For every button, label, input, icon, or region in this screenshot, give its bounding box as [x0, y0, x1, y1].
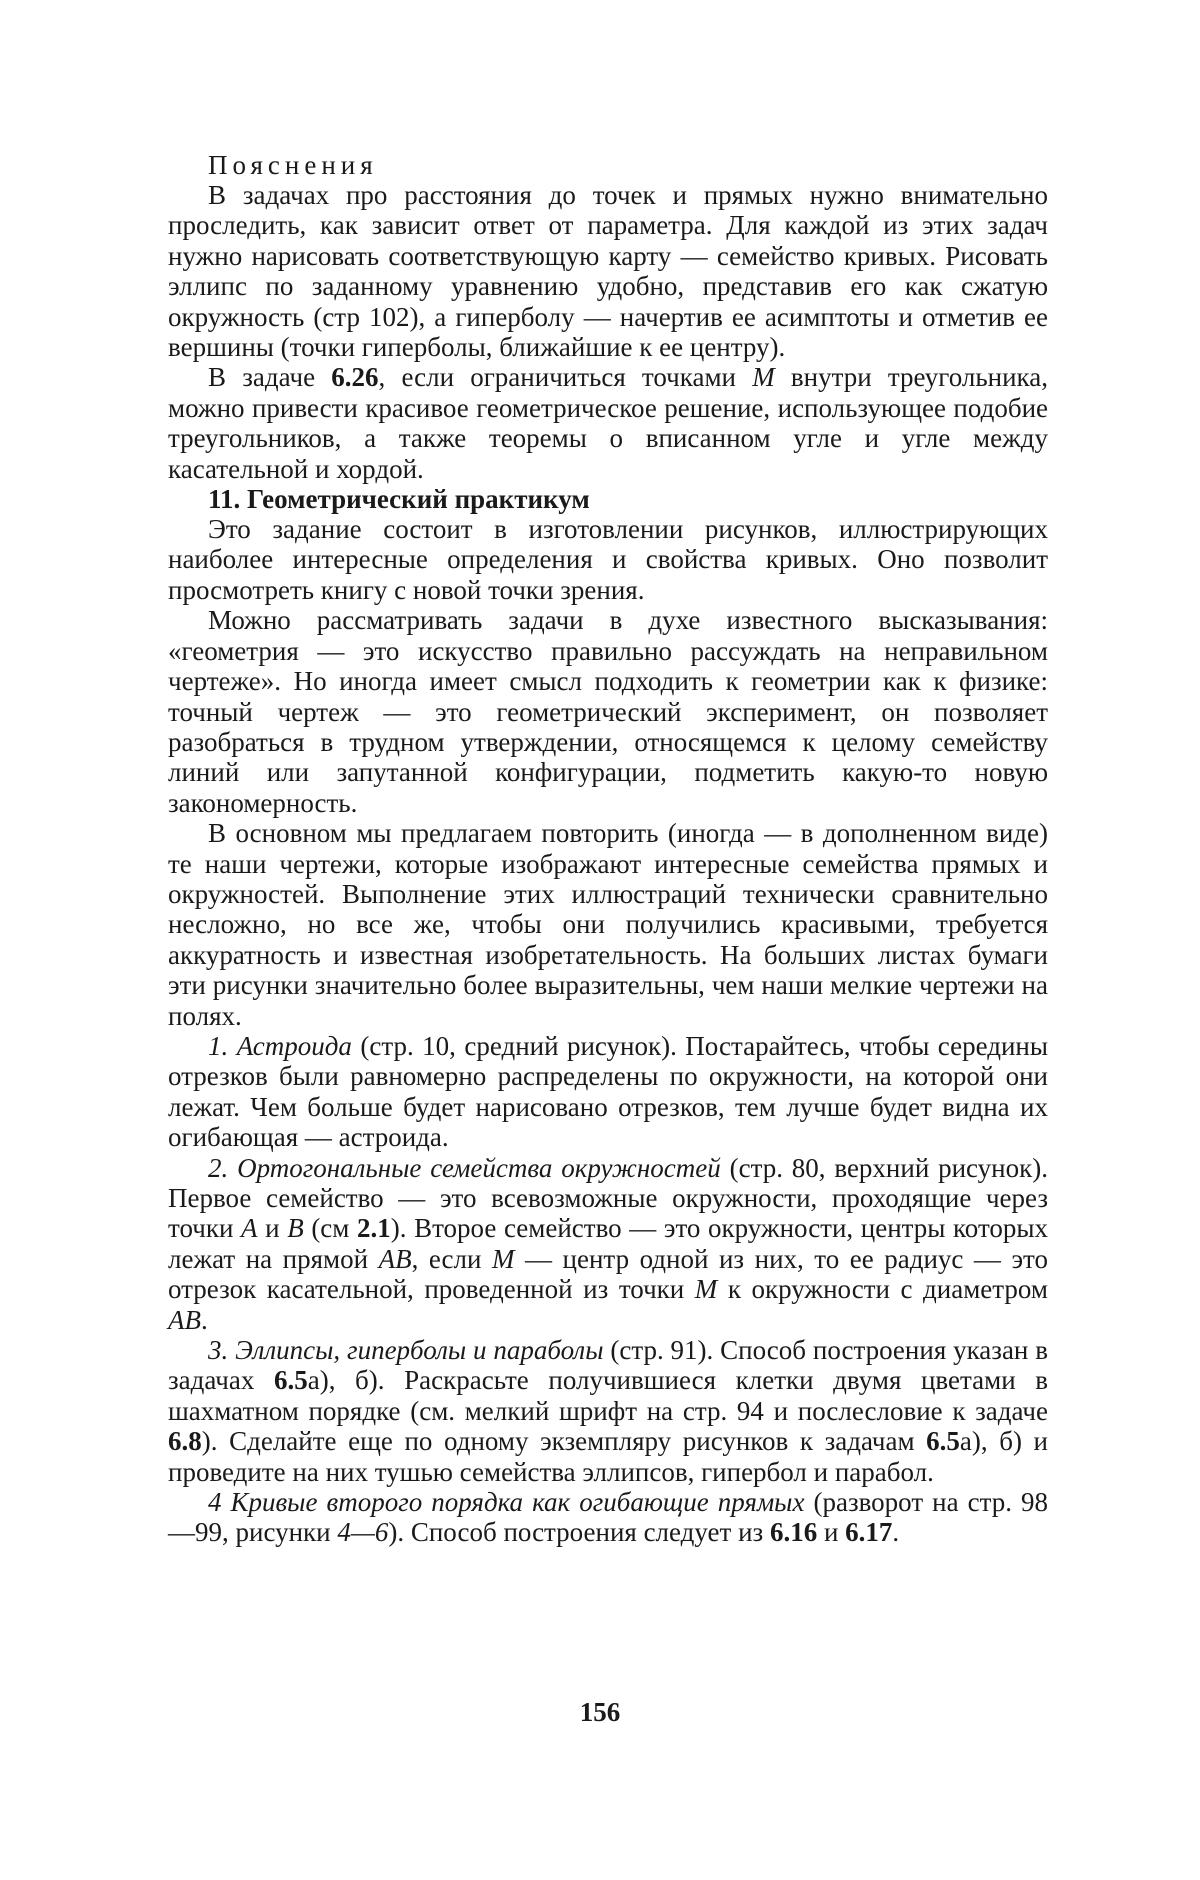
- math-variable: M: [752, 362, 775, 393]
- math-variable: M: [492, 1243, 515, 1274]
- math-variable: B: [287, 1213, 304, 1244]
- problem-reference: 6.8: [168, 1426, 202, 1457]
- section-block: [168, 484, 1048, 1548]
- text-run: (стр. 91). Способ построения указан в задачах: [168, 1335, 1048, 1396]
- text-run: а), б). Раскрасьте получившиеся клетки двумя цветами в шахматном порядке (см. мелкий шрифт на стр. 94 и послесловие к задаче: [168, 1365, 1049, 1426]
- problem-reference: 6.17: [845, 1517, 893, 1548]
- text-run: (см: [303, 1213, 357, 1244]
- text-run: .: [892, 1517, 900, 1548]
- text-run: ). Сделайте еще по одному экземпляру рисунков к задачам: [201, 1426, 927, 1457]
- item-title: 2. Ортогональные семейства окружностей: [208, 1152, 721, 1183]
- text-run: ). Второе семейство — это окружности, центры которых лежат на прямой: [168, 1213, 1049, 1274]
- text-run: — центр одной из них, то ее радиус — это отрезок касательной, проведенной из точки: [168, 1243, 1048, 1305]
- text-run: (стр. 80, верхний рисунок). Первое семейство — это всевозможные окружности, проходящие через точки: [168, 1152, 1048, 1244]
- text-run: и: [817, 1517, 846, 1548]
- explanations-heading: Пояснения: [208, 150, 378, 180]
- math-variable: AB: [378, 1243, 412, 1274]
- item-title: 3. Эллипсы, гиперболы и параболы: [208, 1335, 604, 1366]
- text-run: , если ограничиться точками: [378, 362, 753, 393]
- section-paragraph-3: В основном мы предлагаем повторить (иногда — в дополненном виде) те наши чертежи, которые изображают интересные семейства прямых и окружностей. Выполнение этих иллюстраций технически сравнительно несложно, но все же, чтобы они получились красивыми, требуется аккуратность и известная изобретательность. На больших листах бумаги эти рисунки значительно более выразительны, чем наши мелкие чертежи на полях.: [168, 818, 1048, 1031]
- text-run: а), б) и проведите на них тушью семейства эллипсов, гипербол и парабол.: [168, 1426, 1049, 1487]
- problem-reference: 2.1: [357, 1213, 391, 1244]
- explanations-block: [168, 150, 1048, 484]
- problem-reference: 6.16: [769, 1517, 818, 1548]
- list-item-conics: [168, 1335, 1048, 1487]
- explanations-paragraph-2: [168, 362, 1048, 484]
- text-run: (стр. 10, средний рисунок). Постарайтесь, чтобы середины отрезков были равномерно распределены по окружности, на которой они лежат. Чем больше будет нарисовано отрезков, тем лучше будет видна их огибающая — астроида.: [168, 1030, 1048, 1153]
- item-title: 1. Астроида: [208, 1030, 352, 1061]
- text-run: , если: [411, 1243, 492, 1274]
- list-item-envelopes: [168, 1487, 1048, 1548]
- section-paragraph-2: Можно рассматривать задачи в духе известного высказывания: «геометрия — это искусство правильно рассуждать на неправильном чертеже». Но иногда имеет смысл подходить к геометрии как к физике: точный чертеж — это геометрический эксперимент, он позволяет разобраться в трудном утверждении, относящемся к целому семейству линий или запутанной конфигурации, подметить какую-то новую закономерность.: [168, 605, 1048, 818]
- list-item-orthogonal-circles: [168, 1153, 1048, 1335]
- list-item-astroid: [168, 1031, 1048, 1153]
- item-title: 4 Кривые второго порядка как огибающие прямых: [208, 1487, 805, 1518]
- explanations-paragraph-1: В задачах про расстояния до точек и прямых нужно внимательно проследить, как зависит ответ от параметра. Для каждой из этих задач нужно нарисовать соответствующую карту — семейство кривых. Рисовать эллипс по заданному уравнению удобно, представив его как сжатую окружность (стр 102), а гиперболу — начертив ее асимптоты и отметив ее вершины (точки гиперболы, ближайшие к ее центру).: [168, 180, 1048, 363]
- text-run: ). Способ построения следует из: [388, 1517, 770, 1548]
- section-title: 11. Геометрический практикум: [208, 484, 590, 515]
- problem-reference: 6.5: [273, 1365, 308, 1396]
- figure-range: 4—6: [337, 1517, 389, 1548]
- text-run: внутри треугольника, можно привести красивое геометрическое решение, использующее подобие треугольников, а также теоремы о вписанном угле и угле между касательной и хордой.: [168, 362, 1048, 484]
- text-run: (разворот на стр. 98—99, рисунки: [168, 1487, 1049, 1548]
- problem-reference: 6.5: [926, 1426, 960, 1457]
- page-number: 156: [579, 1697, 621, 1727]
- section-paragraph-1: Это задание состоит в изготовлении рисунков, иллюстрирующих наиболее интересные определения и свойства кривых. Оно позволит просмотреть книгу с новой точки зрения.: [168, 514, 1048, 605]
- math-variable: M: [694, 1274, 718, 1305]
- problem-reference: 6.26: [331, 362, 379, 393]
- text-run: .: [201, 1304, 208, 1335]
- math-variable: AB: [168, 1304, 201, 1335]
- text-run: к окружности с диаметром: [717, 1274, 1048, 1305]
- math-variable: A: [241, 1213, 258, 1244]
- text-run: и: [257, 1213, 288, 1244]
- text-run: В задаче: [208, 362, 332, 393]
- page-content: [168, 150, 1048, 1548]
